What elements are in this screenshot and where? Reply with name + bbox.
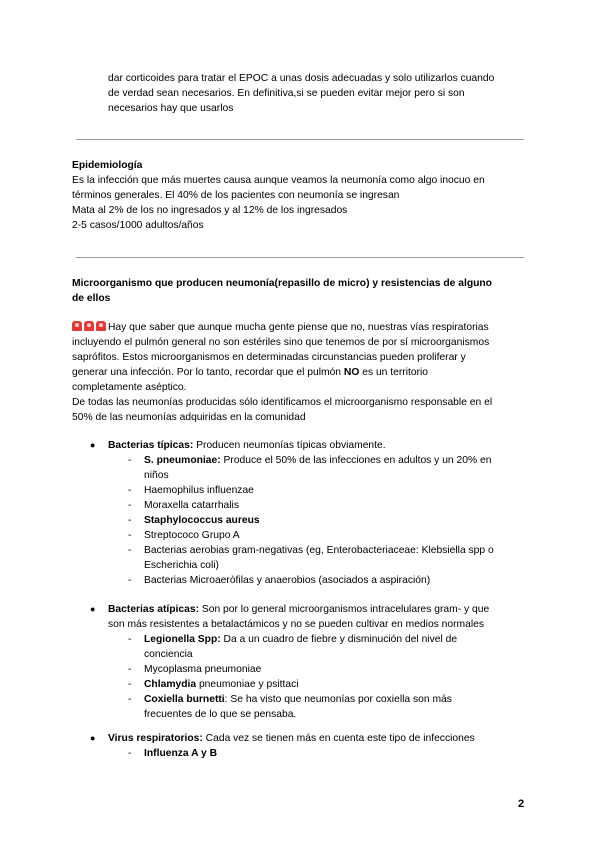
paragraph-text: generar una infección. Por lo tanto, recordar que el pulmón xyxy=(72,367,342,378)
dash-icon: - xyxy=(128,500,132,511)
bullet-dot-icon: ● xyxy=(90,604,96,614)
paragraph-text: es un territorio xyxy=(359,367,429,378)
section-title-line: Microorganismo que producen neumonía(repasillo de micro) y resistencias de alguno xyxy=(72,278,492,289)
microorganisms-section-title xyxy=(72,276,492,306)
item-desc: Bacterias aerobias gram-negativas (eg, Enterobacteriaceae: Klebsiella spp o xyxy=(144,545,494,556)
paragraph-line xyxy=(72,320,492,335)
dash-icon: - xyxy=(128,664,132,675)
dash-icon: - xyxy=(128,694,132,705)
item-text xyxy=(144,543,494,573)
epidemiology-section xyxy=(72,158,485,233)
item-text: Moraxella catarrhalis xyxy=(144,500,239,511)
item-desc: pneumoniae y psittaci xyxy=(196,679,299,690)
intro-line: de verdad sean necesarios. En definitiva,si se pueden evitar mejor pero si son xyxy=(108,88,465,99)
epidemiology-line: Mata al 2% de los no ingresados y al 12% de los ingresados xyxy=(72,205,348,216)
item-text xyxy=(144,677,299,692)
item-bold: Influenza A y B xyxy=(144,748,218,759)
dash-icon: - xyxy=(128,485,132,496)
list-item xyxy=(128,528,240,543)
microorganisms-paragraph xyxy=(72,320,492,425)
list-item xyxy=(128,662,261,677)
item-desc: Produce el 50% de las infecciones en adultos y un 20% en xyxy=(220,455,492,466)
item-bold: Staphylococcus aureus xyxy=(144,515,260,526)
section-divider xyxy=(76,257,524,258)
intro-paragraph xyxy=(108,71,494,116)
item-text xyxy=(144,453,491,483)
emphasis-no: NO xyxy=(343,367,360,378)
item-cont: conciencia xyxy=(144,649,193,660)
item-text xyxy=(144,692,452,722)
intro-line: necesarios hay que usarlos xyxy=(108,103,234,114)
list-item xyxy=(128,453,491,483)
paragraph-line: 50% de las neumonías adquiridas en la comunidad xyxy=(72,412,306,423)
dash-icon: - xyxy=(128,530,132,541)
dash-icon: - xyxy=(128,515,132,526)
epidemiology-line: términos generales. El 40% de los pacientes con neumonía se ingresan xyxy=(72,190,400,201)
dash-icon: - xyxy=(128,679,132,690)
dash-icon: - xyxy=(128,455,132,466)
bullet-label: Virus respiratorios: xyxy=(108,733,203,744)
list-item xyxy=(128,746,217,761)
list-item xyxy=(128,483,254,498)
bullet-respiratory-virus xyxy=(90,731,475,746)
list-item xyxy=(128,513,260,528)
bullet-desc: Cada vez se tienen más en cuenta este tipo de infecciones xyxy=(202,733,475,744)
item-text: Mycoplasma pneumoniae xyxy=(144,664,262,675)
item-cont: niños xyxy=(144,470,169,481)
bullet-typical-bacteria xyxy=(90,438,386,453)
item-bold: Chlamydia xyxy=(144,679,197,690)
paragraph-line xyxy=(72,365,492,380)
alarm-icon xyxy=(84,321,94,331)
dash-icon: - xyxy=(128,748,132,759)
paragraph-text: Hay que saber que aunque mucha gente piense que no, nuestras vías respiratorias xyxy=(108,322,489,333)
bullet-text xyxy=(108,731,475,746)
item-bold: S. pneumoniae: xyxy=(144,455,221,466)
bullet-label: Bacterias típicas: xyxy=(108,440,194,451)
paragraph-line: De todas las neumonías producidas sólo identificamos el microorganismo responsable en el xyxy=(72,397,493,408)
alarm-icon xyxy=(72,321,82,331)
list-item xyxy=(128,677,299,692)
bullet-desc: Son por lo general microorganismos intracelulares gram- y que xyxy=(199,604,490,615)
epidemiology-line: 2-5 casos/1000 adultos/años xyxy=(72,220,204,231)
intro-line: dar corticoides para tratar el EPOC a unas dosis adecuadas y solo utilizarlos cuando xyxy=(108,73,495,84)
bullet-dot-icon: ● xyxy=(90,440,96,450)
item-text: Streptococo Grupo A xyxy=(144,530,240,541)
bullet-text xyxy=(108,602,489,632)
item-desc: : Se ha visto que neumonías por coxiella son más xyxy=(224,694,452,705)
page-number: 2 xyxy=(518,798,525,810)
item-cont: Escherichia coli) xyxy=(144,560,219,571)
item-bold: Coxiella burnetti xyxy=(144,694,225,705)
bullet-dot-icon: ● xyxy=(90,733,96,743)
dash-icon: - xyxy=(128,575,132,586)
list-item xyxy=(128,543,494,573)
list-item xyxy=(128,692,452,722)
section-title-line: de ellos xyxy=(72,293,111,304)
paragraph-line: completamente aséptico. xyxy=(72,382,187,393)
item-text: Haemophilus influenzae xyxy=(144,485,254,496)
dash-icon: - xyxy=(128,545,132,556)
bullet-cont: son más resistentes a betalactámicos y no se pueden cultivar en medios normales xyxy=(108,619,485,630)
item-text xyxy=(144,632,457,662)
item-text: Bacterias Microaeròfilas y anaerobios (asociados a aspiración) xyxy=(144,575,431,586)
list-item xyxy=(128,573,430,588)
item-cont: frecuentes de lo que se pensaba. xyxy=(144,709,297,720)
section-divider xyxy=(76,139,524,140)
alarm-icon xyxy=(96,321,106,331)
item-bold: Legionella Spp: xyxy=(144,634,221,645)
list-item xyxy=(128,632,457,662)
bullet-desc: Producen neumonías típicas obviamente. xyxy=(193,440,386,451)
paragraph-line: saprófitos. Estos microorganismos en determinadas circunstancias pueden proliferar y xyxy=(72,352,466,363)
item-desc: Da a un cuadro de fiebre y disminución del nivel de xyxy=(220,634,458,645)
epidemiology-line: Es la infección que más muertes causa aunque veamos la neumonía como algo inocuo en xyxy=(72,175,485,186)
dash-icon: - xyxy=(128,634,132,645)
bullet-label: Bacterias atípicas: xyxy=(108,604,200,615)
bullet-text xyxy=(108,438,386,453)
list-item xyxy=(128,498,239,513)
bullet-atypical-bacteria xyxy=(90,602,489,632)
epidemiology-title: Epidemiología xyxy=(72,160,143,171)
paragraph-line: incluyendo el pulmón general no son estériles sino que tenemos de por sí microorganismos xyxy=(72,337,490,348)
